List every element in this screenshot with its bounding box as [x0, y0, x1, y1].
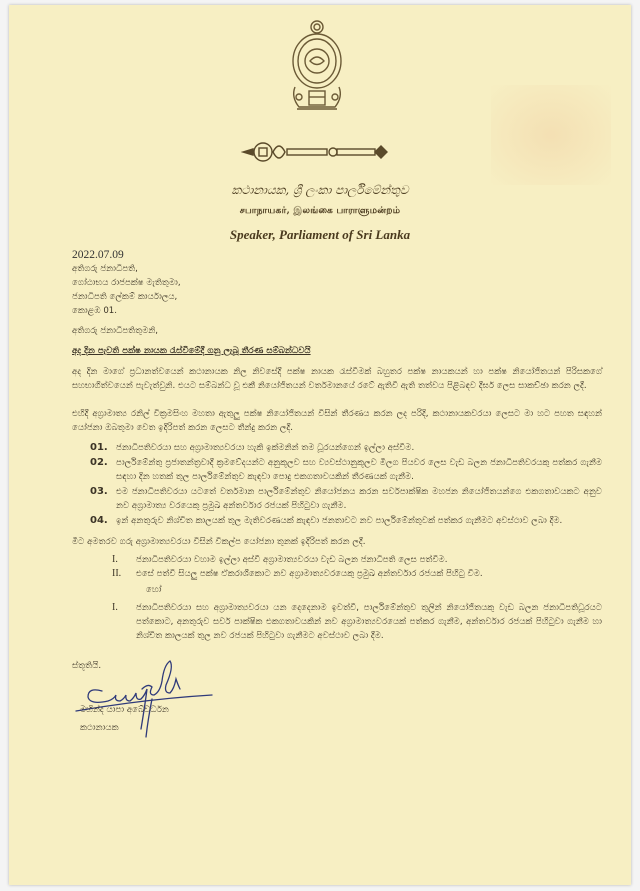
proposal-text: පාර්ලිමේන්තු ප්‍රජාතන්ත්‍රවාදී ක්‍රමවේදයන්ට අනුකූලව සහ ව්‍යවස්ථානුකූලව මීලග පියවර ලෙස වැඩ බලන ජනාධිපතිවරයකු පත්කර ගැනීම සඳහා දින හතක් තුල පාර්ලිමේන්තුව කැඳවා පොදු එකගතාවයකින් තීරණයක් ගැනීම.: [116, 458, 602, 482]
proposal-number: 04.: [90, 515, 108, 526]
alternatives-list-b: [72, 601, 602, 643]
alternative-item: [72, 553, 602, 567]
alternative-text: එසේ පත්වී සියලු පක්ෂ ඒකරාශීකොට නව අග්‍රාමාත්‍යවරයෙකු ප්‍රමුඛ අන්තර්වාර රජයක් පිහිටු වීම.: [136, 569, 483, 579]
parliament-mace-icon: [241, 139, 391, 165]
letterhead-title-tamil: சபாநாயகர், இலங்கை பாராளுமன்றம்: [239, 206, 401, 216]
address-line: අතිගරු ජනාධිපති,: [72, 264, 138, 274]
paragraph: අද දින මාගේ ප්‍රධානත්වයෙන් කථානායක නිල නිවසේදී පක්ෂ නායක රැස්වීමක් බහුතර පක්ෂ නායකයන් හා පක්ෂ නියෝජිතයන් පිරිසකගේ සහභාගිත්වයෙන් පැවැත්වුනි. එයට සම්බන්ධ වූ එකී නියෝජිතයන් වර්තමානයේ රටේ ඇතිවී ඇති තත්වය පිළිබඳව දීර්ඝ ලෙස සාකච්ඡා කරන ලදී.: [72, 367, 602, 391]
salutation: අතිගරු ජනාධිපතිතුමනි,: [72, 326, 158, 336]
letter-page: [9, 5, 631, 885]
signature-block: [72, 673, 602, 743]
alternative-number: I.: [112, 602, 118, 613]
proposal-text: එම ජනාධිපතිවරයා යටතේ වර්තමාන පාර්ලිමේන්තුව නියෝජනය කරන සර්වපාක්ෂික මහජන නියෝජිතයන්ගෙ එකගතාවයකට අනුව නව අග්‍රාමාත්‍ය වරයෙකු ප්‍රමුඛ අන්තර්වාර රජයක් පිහිටුවා ගැනීම.: [116, 487, 602, 511]
address-line: කොළඹ 01.: [72, 306, 117, 316]
proposal-number: 01.: [90, 442, 108, 453]
alternative-text: ජනාධිපතිවරයා වහාම ඉල්ලා අස්වී අග්‍රාමාත්‍යවරයා වැඩ බලන ජනාධිපති ලෙස පත්වීම.: [136, 555, 448, 565]
closing: ස්තූතියි.: [72, 661, 102, 671]
or-separator: හෝ: [146, 585, 162, 595]
letter-date: 2022.07.09: [72, 249, 124, 261]
recipient-address: [72, 262, 602, 318]
signatory-name: මහින්ද යාපා අබේවර්ධන: [80, 705, 169, 715]
alternative-number: II.: [112, 568, 122, 579]
proposal-number: 02.: [90, 457, 108, 468]
letterhead-title-sinhala: කථානායක, ශ්‍රී ලංකා පාර්ලිමේන්තුව: [231, 183, 409, 197]
alternative-number: I.: [112, 554, 118, 565]
proposal-number: 03.: [90, 486, 108, 497]
signatory-title: කථානායක: [80, 723, 119, 733]
alternatives-list-a: [72, 553, 602, 581]
paragraph: මීට අමතරව ගරු අග්‍රාමාත්‍යවරයා විසින් විකල්ප යෝජනා තුනක් ඉදිරිපත් කරන ලදී.: [72, 537, 366, 547]
proposal-text: ජනාධිපතිවරයා සහ අග්‍රාමාත්‍යවරයා හැකි ඉක්මනින් තම ධූරයන්ගෙන් ඉල්ලා අස්වීම.: [116, 443, 415, 453]
alternative-item: [72, 601, 602, 643]
national-emblem-icon: [285, 17, 349, 113]
proposal-item: [72, 441, 602, 455]
letterhead-title-english: Speaker, Parliament of Sri Lanka: [229, 227, 411, 242]
proposals-list: [72, 441, 602, 528]
letter-subject: අද දින පැවති පක්ෂ නායක රැස්වීමේදී ගනු ලැබූ තීරණ සම්බන්ධවයි: [72, 346, 311, 356]
alternative-item: [72, 567, 602, 581]
letter-body: [72, 248, 602, 743]
proposal-item: [72, 456, 602, 484]
address-line: ජනාධිපති ලේකම් කාර්යාලය,: [72, 292, 178, 302]
proposal-item: [72, 514, 602, 528]
proposal-item: [72, 485, 602, 513]
alternative-text: ජනාධිපතිවරයා සහ අග්‍රාමාත්‍යවරයා යන දෙදෙනාම ඉවත්වී, පාර්ලිමේන්තුව තුලින් නියෝජිතයකු වැඩ බලන ජනාධිපතිධූරයට පත්කොට, අනතුරුව සර්ව පාක්ෂික එකගතාවයකින් නව අග්‍රාමාත්‍යවරයෙක් පත්කර ගැනීම, අන්තර්වාර රජයක් පිහිටුවා ගැනීම හා නිශ්චිත කාලයක් තුල නව රජයක් පිහිටුවා ගැනීමට අවස්ථාව ලබා දීම.: [136, 603, 602, 641]
proposal-text: ඉන් අනතුරුව නිශ්චිත කාලයක් තුල මැතිවරණයක් කැඳවා ජනතාවට නව පාර්ලිමේන්තුවක් පත්කර ගැනීමට අවස්ථාව ලබා දීම.: [116, 516, 563, 526]
paragraph: එහිදී අග්‍රාමාත්‍ය රනිල් වික්‍රමසිංහ මහතා ඇතුලු පක්ෂ නියෝජිතයන් විසින් තීරණය කරන ලද පරිදි, කථානායකවරයා ලෙසට මා හට පහත සඳහන් යෝජනා ඔබතුමා වෙත ඉදිරිපත් කරන ලෙසට තීන්දු කරන ලදී.: [72, 409, 602, 433]
address-line: ගෝඨාභය රාජපක්ෂ මැතිතුමා,: [72, 278, 181, 288]
